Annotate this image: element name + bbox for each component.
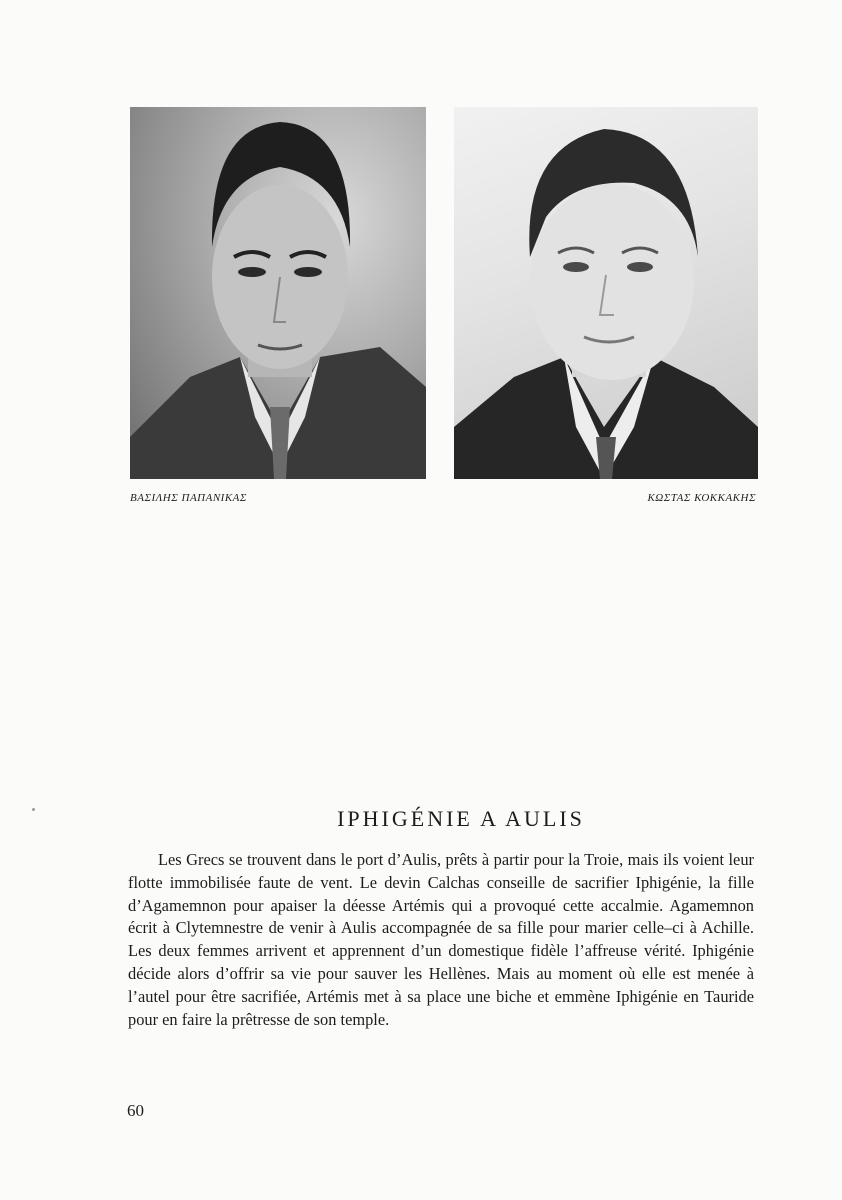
portrait-illustration (454, 107, 758, 479)
portrait-photo-papanikas (130, 107, 426, 479)
page-number: 60 (127, 1101, 144, 1120)
portrait-illustration (130, 107, 426, 479)
portrait-photo-kokkakis (454, 107, 758, 479)
photo-caption-left: ΒΑΣΙΛΗΣ ΠΑΠΑΝΙΚΑΣ (130, 492, 247, 504)
photo-caption-right: ΚΩΣΤΑΣ ΚΟΚΚΑΚΗΣ (647, 492, 756, 504)
synopsis-paragraph: Les Grecs se trouvent dans le port d’Aulis, prêts à partir pour la Troie, mais ils voient leur flotte immobilisée faute de vent. Le devin Calchas conseille de sacrifier Iphigénie, la fille d’Agamemnon pour apaiser la déesse Artémis qui a provoqué cette accalmie. Agamemnon écrit à Clytemnestre de venir à Aulis accompagnée de sa fille pour marier celle–ci à Achille. Les deux femmes arrivent et apprennent d’un domestique fidèle l’affreuse vérité. Iphigénie décide alors d’offrir sa vie pour sauver les Hellènes. Mais au moment où elle est menée à l’autel pour être sacrifiée, Artémis met à sa place une biche et emmène Iphigénie en Tauride pour en faire la prêtresse de son temple. (128, 850, 754, 1029)
article-title: IPHIGÉNIE A AULIS (337, 806, 585, 831)
